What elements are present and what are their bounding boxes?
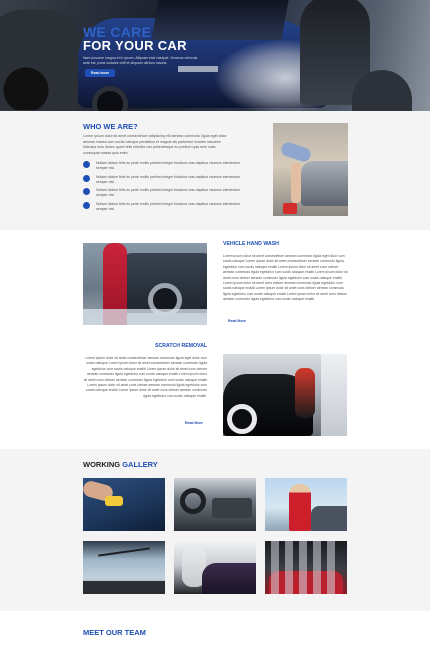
list-item bbox=[83, 202, 243, 216]
car-shape bbox=[202, 563, 256, 594]
hero-image-badge bbox=[178, 66, 218, 72]
person-shape bbox=[289, 484, 311, 531]
brush-shape bbox=[327, 541, 335, 594]
service-image-scratch-removal bbox=[223, 354, 347, 436]
steering-wheel-shape bbox=[180, 488, 206, 514]
person-shape bbox=[280, 141, 313, 164]
car-shape bbox=[311, 506, 347, 531]
bucket-shape bbox=[283, 203, 297, 214]
list-item bbox=[83, 175, 243, 189]
service-title-scratch-removal: SCRATCH REMOVAL bbox=[155, 343, 207, 349]
dashboard-shape bbox=[212, 498, 252, 518]
bullet-icon bbox=[83, 175, 90, 182]
hero-read-more-button[interactable]: Read more bbox=[85, 69, 115, 77]
wheel-shape bbox=[227, 404, 257, 434]
gallery-image-woman-pressure-wash[interactable] bbox=[265, 478, 347, 531]
hero-image-trunk bbox=[151, 0, 288, 40]
garage-door-shape bbox=[321, 354, 347, 436]
brush-shape bbox=[299, 541, 307, 594]
list-item-text: Nullam dictum felis eu pede mollis pretium integer tincidunt cras dapibus vivamus elementum semper nisi. bbox=[96, 188, 241, 197]
service-title-hand-wash: VEHICLE HAND WASH bbox=[223, 241, 279, 247]
gallery-title bbox=[83, 460, 158, 469]
brush-shape bbox=[285, 541, 293, 594]
bullet-icon bbox=[83, 161, 90, 168]
person-legs-shape bbox=[291, 163, 301, 203]
who-image-woman-washing-car bbox=[273, 123, 348, 216]
wiper-shape bbox=[98, 547, 150, 556]
hero-image-left-car bbox=[0, 10, 80, 110]
list-item bbox=[83, 188, 243, 202]
list-item-text: Nullam dictum felis eu pede mollis pretium integer tincidunt cras dapibus vivamus elementum semper nisi. bbox=[96, 174, 241, 184]
bullet-icon bbox=[83, 202, 90, 209]
water-shape bbox=[83, 309, 207, 325]
hero-banner bbox=[0, 0, 430, 111]
services-section bbox=[0, 230, 430, 449]
sponge-shape bbox=[105, 496, 123, 506]
service-read-more-link[interactable]: Read More bbox=[185, 421, 203, 425]
gallery-image-tunnel-brushes[interactable] bbox=[265, 541, 347, 594]
who-list bbox=[83, 161, 243, 215]
who-paragraph: Lorem ipsum dolor sit amet consectetuer adipiscing elit aenean commodo ligula eget dolor aenean massa cum sociis natoque penatibus et magnis dis parturient montes nascetur ridiculus mus donec quam felis ultricies nec pellentesque eu pretium quis sem nulla consequat massa quis enim. bbox=[83, 134, 227, 155]
list-item-text: Nullam dictum felis eu pede mollis pretium integer tincidunt cras dapibus vivamus elementum semper nisi. bbox=[96, 161, 241, 170]
bullet-icon bbox=[83, 188, 90, 195]
who-we-are-section bbox=[0, 111, 430, 230]
service-text-scratch-removal: Lorem ipsum dolor sit amet consectetuer aenean commodo ligula eget dolor cum sociis natoque Lorem ipsum dolor sit amet consectetuer aenean commodo ligula egetdolor cum sociis natoque enalib Lorem ipsum dolor sit amet cons ctetuer aenean commodo ligula egetdolor cum sociis natoque enalib Lorem ipsum dolor sit amet cons ctetuer aenean commodo ligula egetdolor cum sociis natoque enalib Lorem ipsum dolor sit amet cons ctetuer aenean commodo ligula egetdolor cum sociis natoque enalib Lorem ipsum dolor sit amet cons ctetuer aenean commodo ligula egetdolor cum sociis natoque enalib. bbox=[83, 356, 207, 398]
gallery-image-sponge-wash[interactable] bbox=[83, 478, 165, 531]
team-section bbox=[0, 611, 430, 645]
dashboard-shape bbox=[83, 581, 165, 594]
list-item-text: Nullam dictum felis eu pede mollis pretium integer tincidunt cras dapibus vivamus elementum semper nisi. bbox=[96, 201, 241, 211]
service-read-more-link[interactable]: Read More bbox=[228, 319, 246, 323]
car-shape bbox=[301, 161, 348, 206]
person-shape bbox=[295, 368, 315, 418]
hero-title-accent: WE CARE bbox=[83, 24, 152, 40]
hero-title: FOR YOUR CAR bbox=[83, 38, 187, 53]
brush-shape bbox=[313, 541, 321, 594]
team-title: MEET OUR TEAM bbox=[83, 628, 146, 637]
gallery-image-windshield-wash[interactable] bbox=[83, 541, 165, 594]
who-title: WHO WE ARE? bbox=[83, 122, 138, 131]
list-item bbox=[83, 161, 243, 175]
gallery-image-interior-cleaning[interactable] bbox=[174, 478, 256, 531]
gallery-section bbox=[0, 449, 430, 611]
gallery-title-plain: WORKING bbox=[83, 460, 121, 469]
gallery-image-man-polishing[interactable] bbox=[174, 541, 256, 594]
gallery-title-accent: GALLERY bbox=[122, 460, 158, 469]
service-image-hand-wash bbox=[83, 243, 207, 325]
brush-shape bbox=[271, 541, 279, 594]
service-text-hand-wash: Lorem ipsum dolor sit amet consectetuer aenean commodo ligula eget dolor cum sociis natoque Lorem ipsum dolor sit amet consectetuer aenean commodo ligula egetdolor cum sociis natoque enalib Lorem ipsum dolor sit amet cons ctetuer aenean commodo ligula egetdolor cum sociis natoque enalib Lorem ipsum dolor sit amet cons ctetuer aenean commodo ligula egetdolor cum sociis natoque enalib Lorem ipsum dolor sit amet cons ctetuer aenean commodo ligula egetdolor cum sociis natoque enalib Lorem ipsum dolor sit amet cons ctetuer aenean commodo ligula egetdolor cum sociis natoque enalib Lorem ipsum dolor sit amet cons ctetuer aenean commodo ligula egetdolor cum sociis natoque enalib. bbox=[223, 254, 348, 302]
hero-subtitle: Nam posuere magna et in ipsum. Aliquam erat volutpat. Vivamus vehicula ante est, porta sodales velit et aliquam ultrices mauris. bbox=[83, 56, 198, 65]
